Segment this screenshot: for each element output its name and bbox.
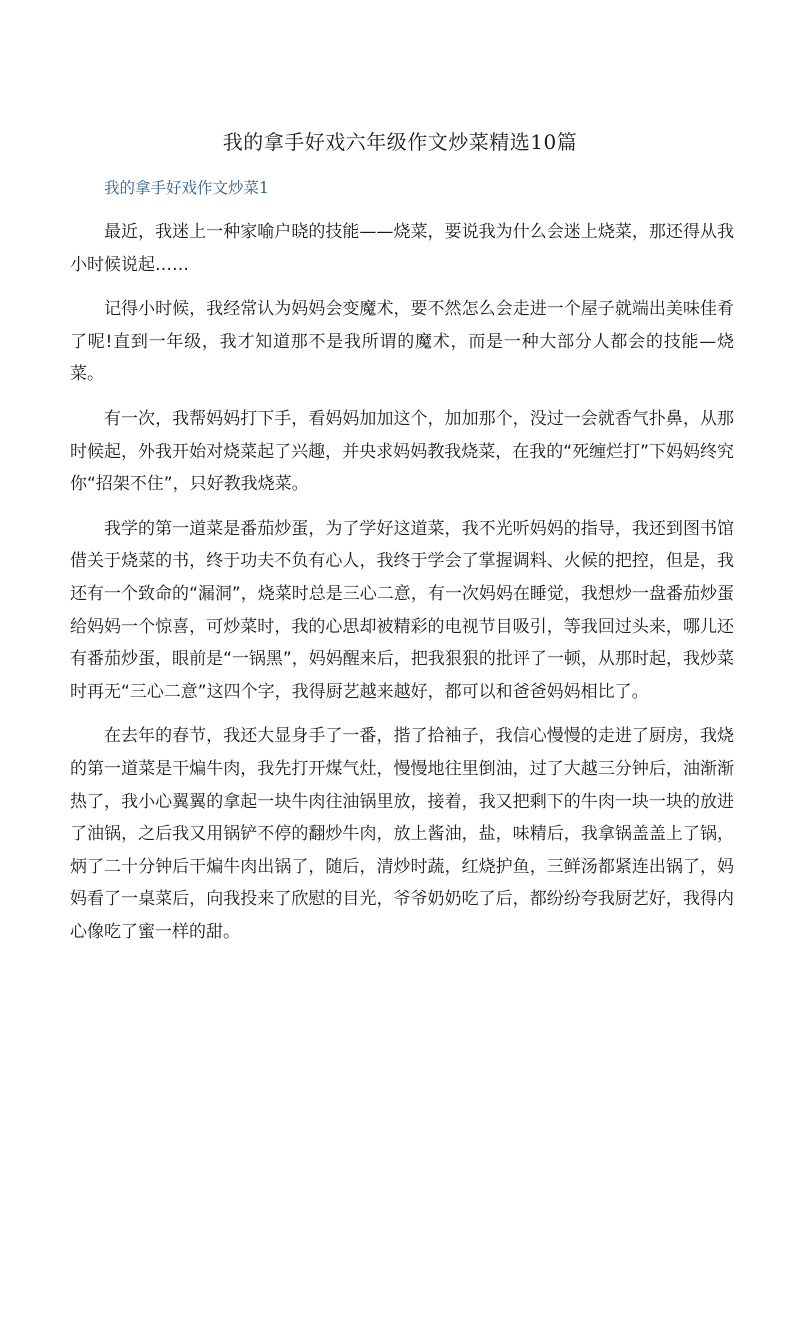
paragraph: 最近，我迷上一种家喻户晓的技能——烧菜，要说我为什么会迷上烧菜，那还得从我小时候说起…… bbox=[70, 222, 734, 275]
paragraph: 我学的第一道菜是番茄炒蛋，为了学好这道菜，我不光听妈妈的指导，我还到图书馆借关于烧菜的书，终于功夫不负有心人，我终于学会了掌握调料、火候的把控，但是，我还有一个致命的“漏洞”，烧菜时总是三心二意，有一次妈妈在睡觉，我想炒一盘番茄炒蛋给妈妈一个惊喜，可炒菜时，我的心思却被精彩的电视节目吸引，等我回过头来，哪儿还有番茄炒蛋，眼前是“一锅黑”，妈妈醒来后，把我狠狠的批评了一顿，从那时起，我炒菜时再无“三心二意”这四个字，我得厨艺越来越好，都可以和爸爸妈妈相比了。 bbox=[70, 518, 734, 702]
document-body bbox=[70, 216, 734, 960]
paragraph: 在去年的春节，我还大显身手了一番，揩了拾袖子，我信心慢慢的走进了厨房，我烧的第一道菜是干煸牛肉，我先打开煤气灶，慢慢地往里倒油，过了大越三分钟后，油渐渐热了，我小心翼翼的拿起一块牛肉往油锅里放，接着，我又把剩下的牛肉一块一块的放进了油锅，之后我又用锅铲不停的翻炒牛肉，放上酱油，盐，味精后，我拿锅盖盖上了锅，炳了二十分钟后干煸牛肉出锅了，随后，清炒时蔬，红烧护鱼，三鲜汤都紧连出锅了，妈妈看了一桌菜后，向我投来了欣慰的目光，爷爷奶奶吃了后，都纷纷夸我厨艺好，我得内心像吃了蜜一样的甜。 bbox=[70, 726, 734, 942]
section-heading: 我的拿手好戏作文炒菜1 bbox=[104, 179, 269, 197]
paragraph: 有一次，我帮妈妈打下手，看妈妈加加这个，加加那个，没过一会就香气扑鼻，从那时候起，外我开始对烧菜起了兴趣，并央求妈妈教我烧菜，在我的“死缠烂打”下妈妈终究你“招架不住”，只好教我烧菜。 bbox=[70, 408, 734, 495]
paragraph: 记得小时候，我经常认为妈妈会变魔术，要不然怎么会走进一个屋子就端出美味佳肴了呢!直到一年级，我才知道那不是我所谓的魔术，而是一种大部分人都会的技能—烧菜。 bbox=[70, 299, 734, 385]
document-title: 我的拿手好戏六年级作文炒菜精选10篇 bbox=[222, 130, 578, 154]
